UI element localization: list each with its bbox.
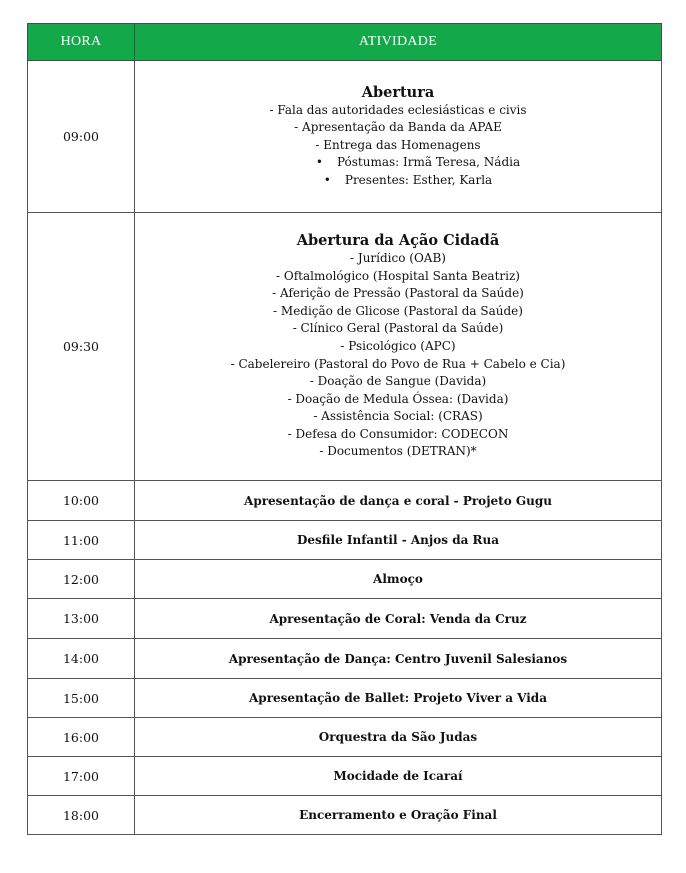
activity-cell-acao-cidada <box>135 213 662 481</box>
bullet-text: Presentes: Esther, Karla <box>344 172 493 187</box>
time-cell: 12:00 <box>28 560 135 599</box>
homenagens-list <box>139 154 657 189</box>
table-row <box>28 521 662 560</box>
list-item: - Doação de Medula Óssea: (Davida) <box>287 391 509 406</box>
time-cell: 13:00 <box>28 599 135 639</box>
list-item: - Apresentação da Banda da APAE <box>294 120 502 135</box>
time-cell: 16:00 <box>28 718 135 757</box>
activity-cell: Desfile Infantil - Anjos da Rua <box>135 521 662 560</box>
list-item: - Psicológico (APC) <box>340 338 456 353</box>
schedule-table <box>27 23 662 835</box>
list-item: - Entrega das Homenagens <box>315 137 481 152</box>
table-row <box>28 679 662 718</box>
time-cell: 18:00 <box>28 796 135 835</box>
activity-cell-abertura <box>135 61 662 213</box>
list-item: - Aferição de Pressão (Pastoral da Saúde) <box>272 286 524 301</box>
table-row-abertura <box>28 61 662 213</box>
table-row <box>28 796 662 835</box>
bullet-item <box>159 172 657 190</box>
block-title: Abertura da Ação Cidadã <box>296 231 500 249</box>
list-item: - Fala das autoridades eclesiásticas e civis <box>269 102 527 117</box>
list-item: - Medição de Glicose (Pastoral da Saúde) <box>273 303 523 318</box>
list-item: - Documentos (DETRAN)* <box>319 444 477 459</box>
bullet-item <box>179 154 657 172</box>
table-row <box>28 599 662 639</box>
list-item: - Cabelereiro (Pastoral do Povo de Rua + Cabelo e Cia) <box>230 356 566 371</box>
activity-cell: Encerramento e Oração Final <box>135 796 662 835</box>
table-row <box>28 718 662 757</box>
table-row <box>28 639 662 679</box>
column-header-atividade: ATIVIDADE <box>135 24 662 61</box>
activity-cell: Orquestra da São Judas <box>135 718 662 757</box>
activity-cell: Mocidade de Icaraí <box>135 757 662 796</box>
activity-cell: Apresentação de Ballet: Projeto Viver a Vida <box>135 679 662 718</box>
time-cell: 14:00 <box>28 639 135 679</box>
activity-cell: Apresentação de Dança: Centro Juvenil Salesianos <box>135 639 662 679</box>
time-cell: 09:30 <box>28 213 135 481</box>
list-item: - Doação de Sangue (Davida) <box>309 374 487 389</box>
activity-cell: Apresentação de dança e coral - Projeto Gugu <box>135 481 662 521</box>
bullet-icon: • <box>315 155 323 170</box>
time-cell: 09:00 <box>28 61 135 213</box>
block-title: Abertura <box>361 83 435 101</box>
bullet-text: Póstumas: Irmã Teresa, Nádia <box>336 155 521 170</box>
bullet-icon: • <box>323 172 331 187</box>
table-row <box>28 757 662 796</box>
time-cell: 10:00 <box>28 481 135 521</box>
activity-cell: Apresentação de Coral: Venda da Cruz <box>135 599 662 639</box>
time-cell: 15:00 <box>28 679 135 718</box>
list-item: - Clínico Geral (Pastoral da Saúde) <box>292 321 504 336</box>
table-row <box>28 481 662 521</box>
table-row-acao-cidada <box>28 213 662 481</box>
time-cell: 11:00 <box>28 521 135 560</box>
activity-cell: Almoço <box>135 560 662 599</box>
column-header-hora: HORA <box>28 24 135 61</box>
list-item: - Jurídico (OAB) <box>350 250 446 265</box>
list-item: - Oftalmológico (Hospital Santa Beatriz) <box>276 268 520 283</box>
table-row <box>28 560 662 599</box>
list-item: - Defesa do Consumidor: CODECON <box>287 426 509 441</box>
list-item: - Assistência Social: (CRAS) <box>313 409 483 424</box>
header-row <box>28 24 662 61</box>
time-cell: 17:00 <box>28 757 135 796</box>
